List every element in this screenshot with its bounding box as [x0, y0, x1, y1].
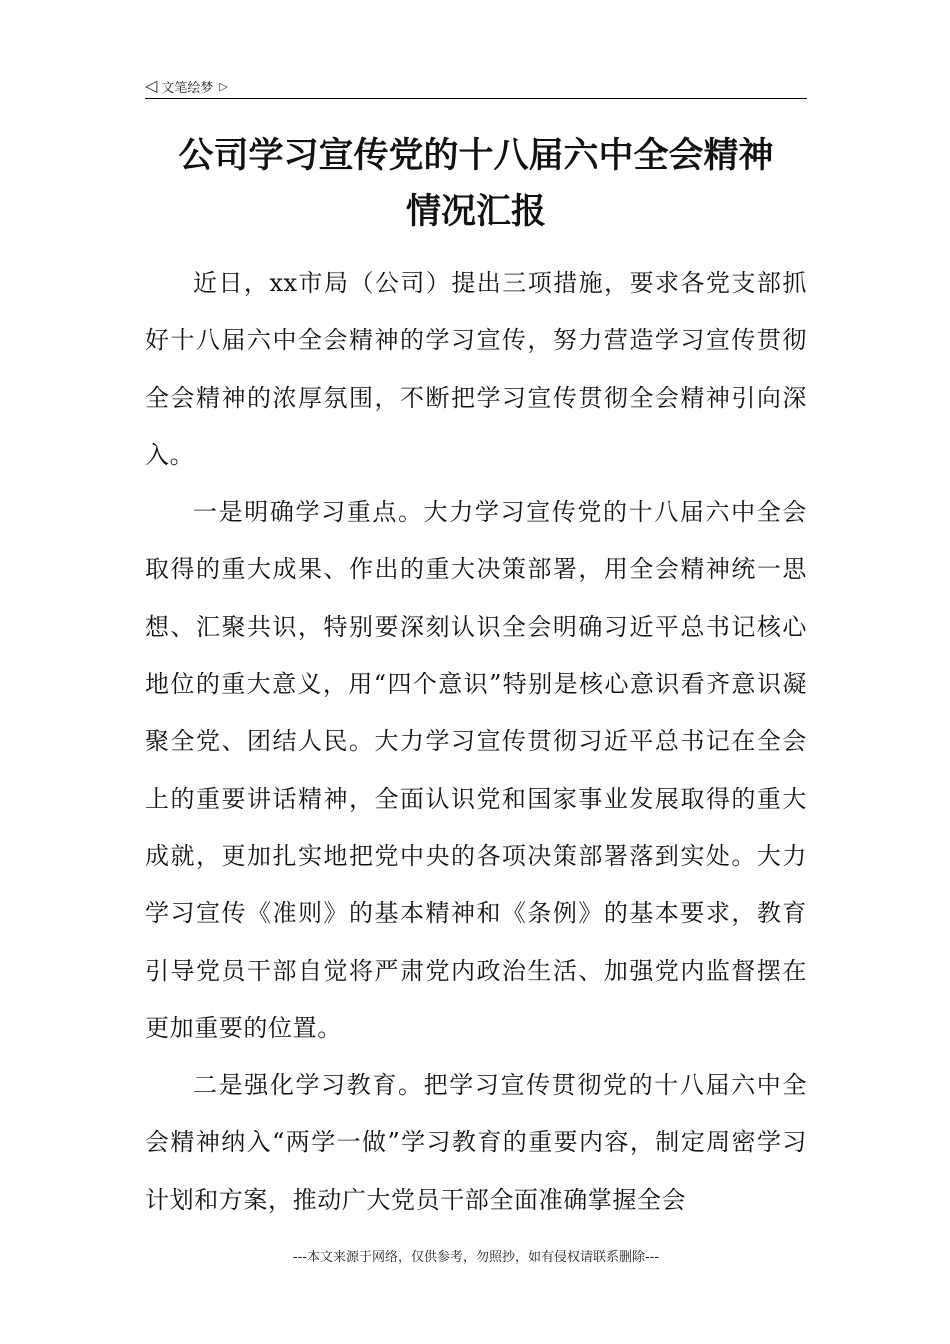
document-body: [145, 255, 807, 1229]
brand-label: 文笔绘梦: [161, 80, 214, 96]
paragraph: 一是明确学习重点。大力学习宣传党的十八届六中全会取得的重大成果、作出的重大决策部署，用全会精神统一思想、汇聚共识，特别要深刻认识全会明确习近平总书记核心地位的重大意义，用“四个意识”特别是核心意识看齐意识凝聚全党、团结人民。大力学习宣传贯彻习近平总书记在全会上的重要讲话精神，全面认识党和国家事业发展取得的重大成就，更加扎实地把党中央的各项决策部署落到实处。大力学习宣传《准则》的基本精神和《条例》的基本要求，教育引导党员干部自觉将严肃党内政治生活、加强党内监督摆在更加重要的位置。: [145, 498, 807, 1042]
paragraph: 近日，xx市局（公司）提出三项措施，要求各党支部抓好十八届六中全会精神的学习宣传，努力营造学习宣传贯彻全会精神的浓厚氛围，不断把学习宣传贯彻全会精神引向深入。: [145, 269, 807, 469]
triangle-left-icon: ◁: [145, 76, 158, 95]
title-line-2: 情况汇报: [405, 192, 546, 232]
paragraph: 二是强化学习教育。把学习宣传贯彻党的十八届六中全会精神纳入“两学一做”学习教育的重要内容，制定周密学习计划和方案，推动广大党员干部全面准确掌握全会: [145, 1071, 807, 1214]
footer-notice: ---本文来源于网络，仅供参考，勿照抄，如有侵权请联系删除---: [292, 1250, 660, 1265]
header-rule: [145, 98, 807, 99]
title-line-1: 公司学习宣传党的十八届六中全会精神: [178, 136, 774, 176]
document-title: [145, 128, 807, 240]
page-header: [145, 74, 807, 98]
triangle-right-icon: ▷: [219, 79, 228, 93]
